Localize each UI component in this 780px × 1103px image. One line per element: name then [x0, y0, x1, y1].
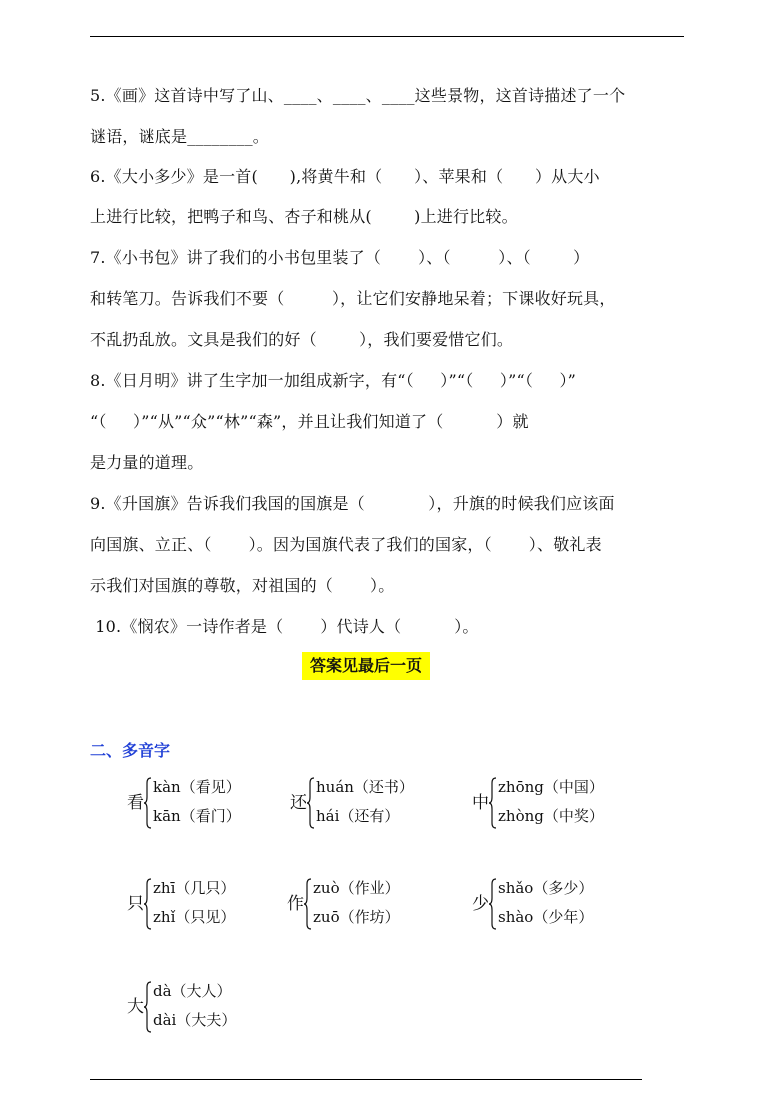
question-8-line-2: “（ ）”“从”“众”“林”“森”，并且让我们知道了（ ）就 — [90, 412, 529, 431]
question-9-line-2: 向国旗、立正、（ ）。因为国旗代表了我们的国家，（ ）、敬礼表 — [90, 535, 602, 554]
question-7-line-1: 7.《小书包》讲了我们的小书包里装了（ ）、（ ）、（ ） — [90, 248, 590, 267]
question-8-line-1: 8.《日月明》讲了生字加一加组成新字，有“（ ）”“（ ）”“（ ）” — [90, 371, 577, 390]
brace-icon — [144, 777, 152, 829]
polyphone-group — [287, 874, 437, 934]
reading-2: hái（还有） — [316, 807, 400, 825]
question-8-line-3: 是力量的道理。 — [90, 453, 204, 472]
brace-icon — [489, 878, 497, 930]
polyphone-group — [127, 773, 277, 833]
reading-2: zhǐ（只见） — [153, 908, 236, 926]
question-6-line-1: 6.《大小多少》是一首( ),将黄牛和（ ）、苹果和（ ）从大小 — [90, 167, 600, 186]
section-title: 二、多音字 — [90, 741, 171, 760]
polyphone-group — [472, 874, 632, 934]
question-7-line-3: 不乱扔乱放。文具是我们的好（ ），我们要爱惜它们。 — [90, 330, 514, 349]
polyphone-char: 只 — [127, 894, 144, 914]
polyphone-char: 中 — [472, 793, 489, 813]
reading-1: kàn（看见） — [153, 778, 241, 796]
reading-2: dài（大夫） — [153, 1011, 237, 1029]
question-7-line-2: 和转笔刀。告诉我们不要（ ），让它们安静地呆着；下课收好玩具， — [90, 289, 616, 308]
reading-1: shǎo（多少） — [498, 879, 594, 897]
answer-note: 答案见最后一页 — [302, 652, 430, 680]
reading-1: dà（大人） — [153, 982, 232, 1000]
footer-rule — [90, 1079, 642, 1080]
polyphone-char: 少 — [472, 894, 489, 914]
polyphone-char: 看 — [127, 793, 144, 813]
polyphone-char: 还 — [290, 793, 307, 813]
polyphone-char: 作 — [287, 894, 304, 914]
reading-1: zhōng（中国） — [498, 778, 604, 796]
polyphone-char: 大 — [127, 997, 144, 1017]
question-6-line-2: 上进行比较，把鸭子和鸟、杏子和桃从( )上进行比较。 — [90, 207, 518, 226]
reading-2: zhòng（中奖） — [498, 807, 604, 825]
reading-1: huán（还书） — [316, 778, 414, 796]
reading-1: zuò（作业） — [313, 879, 400, 897]
brace-icon — [144, 981, 152, 1033]
polyphone-group — [127, 977, 277, 1037]
brace-icon — [489, 777, 497, 829]
reading-2: zuō（作坊） — [313, 908, 400, 926]
question-9-line-1: 9.《升国旗》告诉我们我国的国旗是（ ），升旗的时候我们应该面 — [90, 494, 615, 513]
brace-icon — [304, 878, 312, 930]
header-rule — [90, 36, 684, 37]
reading-2: shào（少年） — [498, 908, 594, 926]
brace-icon — [144, 878, 152, 930]
polyphone-group — [472, 773, 632, 833]
reading-1: zhī（几只） — [153, 879, 236, 897]
question-9-line-3: 示我们对国旗的尊敬，对祖国的（ ）。 — [90, 576, 395, 595]
question-10-line-1: 10.《悯农》一诗作者是（ ）代诗人（ ）。 — [90, 617, 479, 636]
question-5-line-1: 5.《画》这首诗中写了山、____、____、____这些景物，这首诗描述了一个 — [90, 86, 626, 105]
reading-2: kān（看门） — [153, 807, 241, 825]
brace-icon — [307, 777, 315, 829]
question-5-line-2: 谜语，谜底是________。 — [90, 127, 270, 146]
polyphone-group — [127, 874, 277, 934]
polyphone-group — [290, 773, 440, 833]
